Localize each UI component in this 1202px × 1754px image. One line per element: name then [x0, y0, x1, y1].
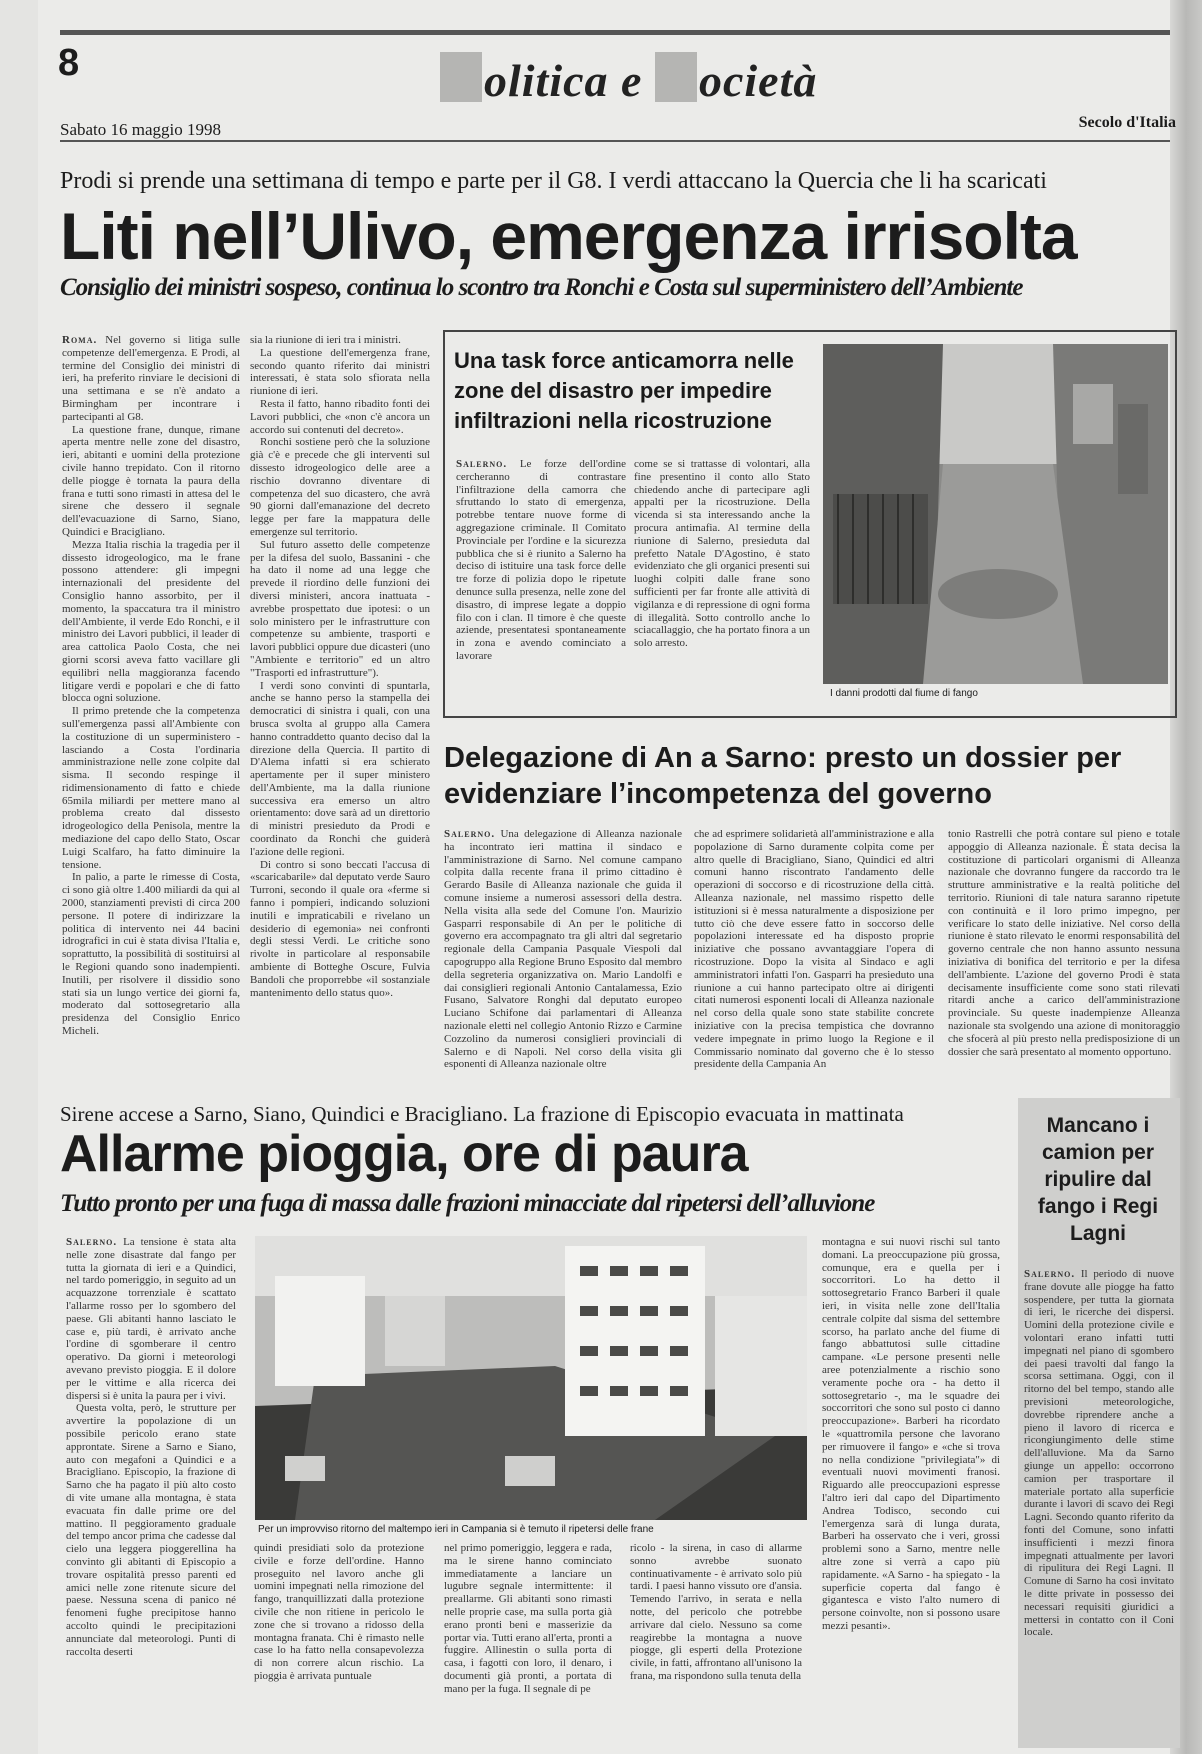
paragraph: come se si trattasse di volontari, alla fine presentino il conto allo Stato chiedendo anche di partecipare agli appalti per la ricostruzione. Della vicenda si sta interessando anche la procura antimafia. Al termine della riunione di Salerno, presieduta dal prefetto Natale D'Agostino, è stato evidenziato che gli organici presenti sui luoghi colpiti dalle frane sono sufficienti per far fronte alle attività di vigilanza e di repressione di ogni forma di illegalità. Sotto controllo anche lo sciacallaggio, che ha portato finora a un solo arresto.	[634, 458, 810, 650]
paragraph: Questa volta, però, le strutture per avvertire la popolazione di un possibile pericolo erano state approntate. Sirene a Sarno e Siano, auto con megafoni a Quindici e a Bracigliano. Episcopio, la frazione di Sarno che ha pagato il più alto costo di vite umane alla montagna, è stata evacuata fin dalle prime ore del mattino. Il peggioramento graduale del tempo ancor prima che cadesse dal cielo una leggera pioggerellina ha convinto gli abitanti di Episcopio a trovare ospitalità presso parenti ed amici nelle zone ritenute sicure del paese. Nessuna scena di panico né fenomeni fughe precipitose hanno accolto quindi le precipitazioni annunciate dal meteorologi. Punti di raccolta deserti	[66, 1402, 236, 1658]
story2-deck: Tutto pronto per una fuga di massa dalle frazioni minacciate dal ripetersi dell’alluvione	[60, 1190, 875, 1217]
taskforce-column-2	[634, 458, 810, 708]
paragraph: Il periodo di nuove frane dovute alle piogge ha fatto sospendere, per tutta la giornata di ieri, le ricerche dei dispersi. Uomini della protezione civile e volontari erano infatti tutti impegnati nel piano di sgombero dei paesi travolti dal fango la scorsa settimana. Oggi, con il ritorno del bel tempo, stando alle previsioni meteorologiche, dovrebbe riprendere anche a pieno il lavoro di ricerca e ricongiungimento delle stime dell'alluvione. Ma da Sarno giunge un appello: occorrono camion per trasportare il materiale portato alla superficie durante i lavori di scavo dei Regi Lagni. Secondo quanto riferito da fonti del Comune, sono infatti insufficienti i mezzi finora impegnati attualmente per lavori di ripulitura dei Regi Lagni. Il Comune di Sarno ha così invitato le ditte private in possesso dei necessari requisiti giuridici a mettersi in contatto con il Coni locale.	[1024, 1268, 1174, 1639]
story1-column-1	[62, 334, 240, 1172]
story1-deck: Consiglio dei ministri sospeso, continua lo scontro tra Ronchi e Costa sul superministero dell’Ambiente	[60, 274, 1023, 301]
paragraph: La questione frane, dunque, rimane aperta mentre nelle zone del disastro, ieri, abitanti e uomini della protezione civile hanno trepidato. Con il ritorno delle piogge è tornata la paura della frana e tutti sono rimasti in attesa del le sirene che dessero il segnale dell'evacuazione di Sarno, Siano, Quindici e Bracigliano.	[62, 423, 240, 538]
photo-flooded-town	[255, 1236, 807, 1520]
paragraph: La questione dell'emergenza frane, secondo quanto riferito dai ministri interessati, è stata solo sfiorata nella riunione di ieri.	[250, 346, 430, 398]
taskforce-headline: Una task force anticamorra nelle zone del disastro per impedire infiltrazioni nella ricostruzione	[454, 348, 794, 433]
paragraph: quindi presidiati solo da protezione civile e forze dell'ordine. Hanno proseguito nel lavoro anche gli uomini impegnati nella rimozione del fango, tranquillizzati dalla protezione civile che non ritiene in pericolo le zone che si trovano a ridosso della montagna franata. Chi è rimasto nelle case lo ha fatto nella consapevolezza di non correre alcun rischio. La pioggia è arrivata puntuale	[254, 1542, 424, 1682]
story1-kicker: Prodi si prende una settimana di tempo e parte per il G8. I verdi attaccano la Quercia che li ha scaricati	[60, 168, 1047, 194]
paragraph: Di contro si sono beccati l'accusa di «scaricabarile» dal deputato verde Sauro Turroni, secondo il quale ora «ferme si fanno i pompieri, indicando soluzioni inutili e impraticabili e rivelano un desiderio di egemonia» nei confronti degli stessi Verdi. Le critiche sono rivolte in particolare al responsabile ambiente di Botteghe Oscure, Fulvia Bandoli che proporrebbe «il sostanziale mantenimento dello status quo».	[250, 858, 430, 999]
story2-column-2	[254, 1542, 424, 1746]
section-title	[440, 52, 817, 107]
sidebar-column	[1024, 1268, 1174, 1738]
photo-flooded-street	[823, 344, 1168, 684]
section-initial-p	[440, 52, 482, 102]
paragraph: La tensione è stata alta nelle zone disastrate dal fango per tutta la giornata di ieri e a Quindici, nel tardo pomeriggio, in seguito ad un acquazzone torrenziale è scattato l'allarme rosso per lo sgombero del paese. Gli abitanti hanno lasciato le case e, più tardi, è arrivato anche l'ordine di sgomberare il centro operativo. Da giorni i meteorologi avevano previsto pioggia. E il dolore per le vittime e alla ricerca dei dispersi si è unita la paura per i vivi.	[66, 1236, 236, 1402]
paragraph: montagna e sui nuovi rischi sul tanto domani. La preoccupazione più grossa, comunque, era e quella per i soccorritori. Lo ha detto il sottosegretario Franco Barberi il quale ieri, in visita nelle zone dell'Italia centrale colpite dal sisma del settembre scorso, ha parlato anche del fiume di fango abbattutosi sulle cittadine campane. «Le persone presenti nelle aree potenzialmente a rischio sono veramente poche ora - ha detto il sottosegretario -, ma le squadre dei soccorritori che sono sul posto ci danno preoccupazione». Barberi ha ricordato le «quattromila persone che lavorano per rimuovere il fango» e «che si trova no nella condizione "privilegiata"» di eventuali nuovi movimenti franosi. Riguardo alle preoccupazioni espresse l'altro ieri dal capo del Dipartimento Andrea Todisco, secondo cui l'emergenza sarà di lunga durata, Barberi ha osservato che i veri, grossi problemi sono a Sarno, mentre nelle altre zone si verrà a capo più rapidamente. «A Sarno - ha spiegato - la superficie coperta dal fango è gigantesca e visto l'alto numero di persone coinvolte, non si possono usare mezzi pesanti».	[822, 1236, 1000, 1632]
delegazione-column-1	[444, 828, 682, 1074]
delegazione-column-2	[694, 828, 934, 1074]
story2-photo-caption: Per un improvviso ritorno del maltempo ieri in Campania si è temuto il ripetersi delle frane	[258, 1524, 654, 1535]
paragraph: Le forze dell'ordine cercheranno di contrastare l'infiltrazione della camorra che sfruttando lo stato di emergenza, potrebbe tentare nuove forme di aggregazione criminale. Il Comitato Provinciale per l'ordine e la sicurezza pubblica che si è riunito a Salerno ha deciso di istituire una task force delle tre forze di polizia dopo le ripetute denunce sulla presenza, nelle zone del disastro, di imprese legate a doppio filo con i clan. Il timore è che queste aziende, presentatesi spontaneamente in zona e avendo cominciato a lavorare	[456, 458, 626, 662]
dateline-city: Salerno.	[66, 1236, 118, 1248]
paragraph: Ronchi sostiene però che la soluzione già c'è e precede che gli interventi sul dissesto idrogeologico delle aree a rischio dovranno diventare di competenza del suo dicastero, che avrà 90 giorni dall'emanazione del decreto legge per fare la mappatura delle emergenze sul territorio.	[250, 436, 430, 538]
delegazione-column-3	[948, 828, 1180, 1074]
paragraph: sia la riunione di ieri tra i ministri.	[250, 334, 401, 346]
paragraph: Sul futuro assetto delle competenze per la difesa del suolo, Bassanini - che ha dato il nome ad una legge che prevede il riordino delle funzioni dei diversi ministeri, ancora inattuata - avrebbe prospettato due ipotesi: o un solo ministero per le infrastrutture con competenze su ambiente, trasporti e lavori pubblici oppure due dicasteri (uno "Ambiente e territorio" ed un altro "Trasporti ed infrastrutture").	[250, 538, 430, 679]
delegazione-headline: Delegazione di An a Sarno: presto un dossier per evidenziare l’incompetenza del governo	[444, 742, 1122, 810]
paragraph: I verdi sono convinti di spuntarla, anche se hanno perso la stampella dei democratici di sinistra i quali, con una brusca svolta al gruppo alla Camera hanno contraddetto quanto deciso dal la direzione della Quercia. Il partito di D'Alema infatti si era schierato apertamente per il super ministero dell'Ambiente, ma la dalla riunione successiva era emerso un altro orientamento: dove sarà ad un direttorio di ministri presieduto da Prodi e coordinato da Ronchi che guiderà l'azione delle regioni.	[250, 679, 430, 858]
story2-column-1	[66, 1236, 236, 1746]
story1-column-2	[250, 334, 430, 1072]
story2-kicker: Sirene accese a Sarno, Siano, Quindici e Bracigliano. La frazione di Episcopio evacuata in mattinata	[60, 1102, 904, 1126]
paragraph: che ad esprimere solidarietà all'amministrazione e alla popolazione di Sarno duramente colpita come per altro quelle di Bracigliano, Siano, Quindici ed altri comuni hanno riscontrato l'andamento delle operazioni di soccorso e di ricostruzione della città. Alleanza nazionale, nel massimo rispetto delle istituzioni si è messa naturalmente a disposizione per tutto ciò che deve essere fatto in soccorso delle popolazioni interessate ed ha disposto proprie iniziative che possano avvantaggiare l'opera di ricostruzione. Dopo la visita al Sindaco e agli amministratori infatti l'on. Gasparri ha presieduto una riunione a cui hanno partecipato oltre ai dirigenti citati numerosi esponenti locali di Alleanza nazionale nel corso della quale sono state stabilite concrete iniziative con la precisa tempistica che dovranno vedere impegnate in primo luogo la Regione e il Commissario nominato dal governo che è lo stesso presidente della Campania An	[694, 828, 934, 1071]
top-rule	[60, 30, 1170, 35]
dateline-city: Salerno.	[456, 458, 508, 470]
photo-flooded-street-image	[823, 344, 1168, 684]
page-number: 8	[58, 42, 80, 84]
paragraph: Resta il fatto, hanno ribadito fonti dei Lavori pubblici, che «non c'è ancora un accordo sui contenuti del decreto».	[250, 397, 430, 436]
section-word-2: ocietà	[698, 55, 818, 106]
paragraph: Mezza Italia rischia la tragedia per il dissesto idrogeologico, ma le frane possono attendere: gli impegni internazionali del presidente del Consiglio hanno assorbito, per il momento, la spaccatura tra il ministro dell'Ambiente, il verde Edo Ronchi, e il ministro dei Lavori pubblici, il leader di area cattolica Paolo Costa, che nei giorni scorsi aveva fatto vacillare gli equilibri nella maggioranza facendo litigare verdi e popolari e che di fatto blocca ogni soluzione.	[62, 538, 240, 705]
paragraph: ricolo - la sirena, in caso di allarme sonno avrebbe suonato continuativamente - è arrivato solo più tardi. I paesi hanno vissuto ore d'ansia. Temendo l'arrivo, in serata e nella notte, del pericolo che potrebbe arrivare dal cielo. Nessuno sa come reagirebbe la montagna a nuove piogge, gli esperti della Protezione civile, in fatti, affrontano all'unisono la frana, ma rispondono sulla tenuta della	[630, 1542, 802, 1682]
story2-column-5	[822, 1236, 1000, 1746]
dateline-city: Roma.	[62, 334, 98, 346]
story2-column-3	[444, 1542, 612, 1746]
dateline-city: Salerno.	[1024, 1268, 1076, 1280]
story1-headline: Liti nell’Ulivo, emergenza irrisolta	[60, 199, 1077, 273]
photo-flooded-town-image	[255, 1236, 807, 1520]
taskforce-photo-caption: I danni prodotti dal fiume di fango	[830, 688, 978, 699]
section-initial-s	[655, 52, 697, 102]
paragraph: Nel governo si litiga sulle competenze dell'emergenza. E Prodi, al termine del Consiglio dei ministri di ieri, ha preferito rinviare le decisioni di una settimana e se n'è andato a Birmingham per incontrare i partecipanti al G8.	[62, 334, 240, 423]
paragraph: In palio, a parte le rimesse di Costa, ci sono già oltre 1.400 miliardi da qui al 2000, stanziamenti previsti di circa 200 persone. Il potere di indirizzare la politica di intervento nei 44 bacini idrografici in cui è stata divisa l'Italia e, soprattutto, la possibilità di sostituirsi al le Regioni quando sono inadempienti. Inutili, per risolvere il dissidio sono stati sia un lungo vertice dei giorni fa, moderato dal sottosegretario alla presidenza del Consiglio Enrico Micheli.	[62, 871, 240, 1038]
paragraph: tonio Rastrelli che potrà contare sul pieno e totale appoggio di Alleanza nazionale. È stata decisa la costituzione di particolari organismi di Alleanza nazionale che dovranno fungere da raccordo tra le strutture amministrative e la realtà politiche del territorio. Riunioni di tale natura saranno ripetute con continuità e il loro primo impegno, per verificare lo stato delle iniziative. Nel corso della riunione è stato rilevato le enormi responsabilità del governo centrale che non hanno assunto nessuna iniziativa di bonifica del territorio e per la difesa dell'ambiente. L'azione del governo Prodi è stata decisamente insufficiente come sono stati rilevati ritardi anche a carico dell'amministrazione provinciale. Su queste inadempienze Alleanza nazionale sta svolgendo una azione di monitoraggio che sfocerà al più presto nella predisposizione di un dossier che sarà presentato al momento opportuno.	[948, 828, 1180, 1058]
sidebar-headline: Mancano i camion per ripulire dal fango i Regi Lagni	[1037, 1114, 1159, 1245]
paragraph: Il primo pretende che la competenza sull'emergenza passi all'Ambiente con la costituzione di un superministero - lasciando a Costa l'ordinaria amministrazione nelle zone colpite dal sisma. Il secondo respinge il ridimensionamento di fatto e chiede 65mila miliardi per mettere mano al problema creato dal dissesto idrogeologico della Penisola, mentre la mediazione del capo dello Stato, Oscar Luigi Scalfaro, ha fatto diminuire la tensione.	[62, 705, 240, 871]
dateline-city: Salerno.	[444, 828, 496, 840]
paragraph: nel primo pomeriggio, leggera e rada, ma le sirene hanno cominciato immediatamente a lanciare un lugubre segnale intermittente: il preallarme. Gli abitanti sono rimasti nelle proprie case, ma sulla porta già erano pronti beni e masserizie da portar via. Tutti erano all'erta, pronti a fuggire. Allinestin o sulla porta di casa, i fagotti con loro, il denaro, i documenti già pronti, a portata di mano per la fuga. Il segnale di pe	[444, 1542, 612, 1695]
issue-date: Sabato 16 maggio 1998	[60, 120, 222, 139]
masthead: Secolo d'Italia	[1078, 114, 1176, 131]
header-rule	[60, 140, 1170, 142]
paragraph: Una delegazione di Alleanza nazionale ha incontrato ieri mattina il sindaco e l'amministrazione di Sarno. Nel comune campano colpita dalla recente frana il primo cittadino è Gerardo Basile di Alleanza nazionale che guida il comune insieme a numerosi assessori della destra. Nella visita alla sede del Comune l'on. Maurizio Gasparri responsabile di An per le politiche di governo era accompagnato tra gli altri dal segretario regionale della Campania Pasquale Viespoli dal capogruppo alla Regione Bruno Esposito dal membro della segreteria organizzativa on. Mario Landolfi e dai consiglieri regionali Antonio Cantalamessa, Ezio Fusano, Salvatore Ronghi dal deputato europeo Luciano Schifone dai parlamentari di Alleanza nazionale eletti nel collegio Antonio Rizzo e Carmine Cozzolino da numerosi consiglieri provinciali di Salerno e di Napoli. Nel corso della visita gli esponenti di Alleanza nazionale oltre	[444, 828, 682, 1071]
taskforce-column-1	[456, 458, 626, 708]
story2-column-4	[630, 1542, 802, 1746]
story2-headline: Allarme pioggia, ore di paura	[60, 1125, 748, 1183]
section-word-1: olitica e	[484, 55, 655, 106]
